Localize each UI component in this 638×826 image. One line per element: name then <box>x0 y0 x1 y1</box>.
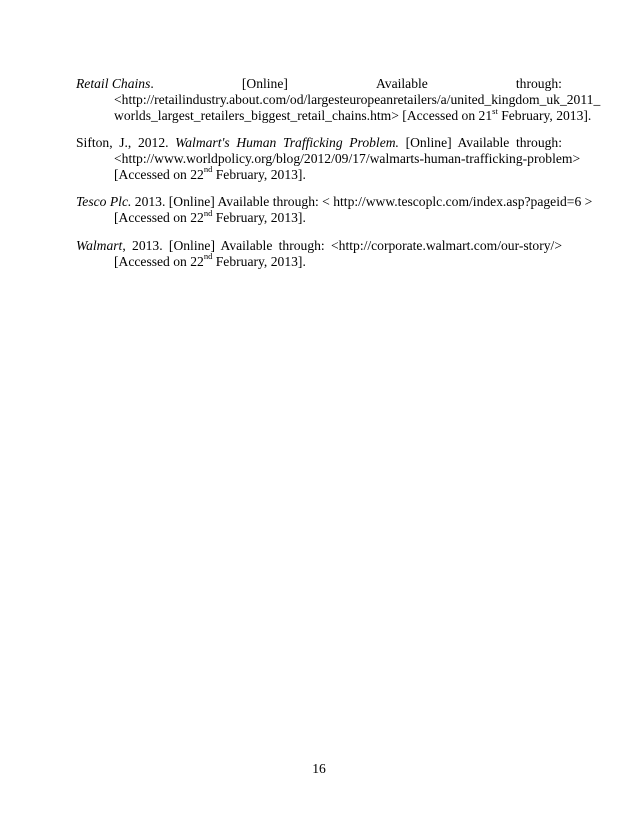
reference-author: Sifton, J., 2012. <box>76 134 169 150</box>
reference-title: Walmart <box>76 237 123 253</box>
reference-accessed-post: February, 2013]. <box>212 167 306 183</box>
reference-accessed-sup: nd <box>203 251 213 262</box>
reference-accessed-pre: [Accessed on 22 <box>114 167 204 183</box>
reference-after-title: , 2013. [Online] Available through: <http://corporate.walmart.com/our-story/> <box>122 237 562 253</box>
reference-first-line <box>76 135 562 151</box>
reference-accessed-post: February, 2013]. <box>212 210 306 226</box>
reference-url-line2-group <box>114 105 592 124</box>
reference-accessed-sup: nd <box>203 207 213 218</box>
reference-item-walmart <box>76 238 562 270</box>
reference-accessed-pre: [Accessed on 21 <box>402 108 493 124</box>
reference-item-tesco <box>76 194 593 226</box>
reference-accessed-line <box>114 207 562 226</box>
reference-available-label: Available <box>375 76 428 91</box>
reference-item-retail-chains <box>76 76 601 125</box>
reference-online-text: [Online] Available through: <box>405 134 563 150</box>
reference-title-group <box>76 76 154 92</box>
reference-accessed-sup: st <box>492 105 498 116</box>
reference-accessed-line <box>114 251 562 270</box>
reference-accessed-line <box>114 164 562 183</box>
reference-url: <http://www.worldpolicy.org/blog/2012/09/17/walmarts-human-trafficking-problem> <box>114 150 581 166</box>
reference-url-line1: <http://retailindustry.about.com/od/largesteuropeanretailers/a/united_kingdom_uk_2011_ <box>114 92 601 108</box>
reference-through-label: through: <box>515 76 562 91</box>
reference-first-line <box>76 194 593 210</box>
reference-after-title: 2013. [Online] Available through: < http://www.tescoplc.com/index.asp?pageid=6 > <box>131 194 593 210</box>
reference-title: Walmart's Human Trafficking Problem. <box>175 134 399 150</box>
reference-title-punct: . <box>150 76 154 91</box>
reference-first-line <box>76 76 562 92</box>
reference-list <box>76 76 601 281</box>
reference-title: Tesco Plc. <box>76 194 132 210</box>
page-number: 16 <box>312 761 326 776</box>
reference-title: Retail Chains <box>76 76 151 91</box>
reference-accessed-post: February, 2013]. <box>212 253 306 269</box>
reference-accessed-pre: [Accessed on 22 <box>114 210 204 226</box>
reference-online-label: [Online] <box>241 76 288 91</box>
reference-accessed-sup: nd <box>203 164 213 175</box>
reference-accessed-post: February, 2013]. <box>497 108 592 124</box>
reference-url-line2: worlds_largest_retailers_biggest_retail_chains.htm> <box>114 108 399 124</box>
reference-first-line <box>76 238 562 254</box>
reference-accessed-pre: [Accessed on 22 <box>114 253 204 269</box>
reference-item-sifton <box>76 134 581 184</box>
